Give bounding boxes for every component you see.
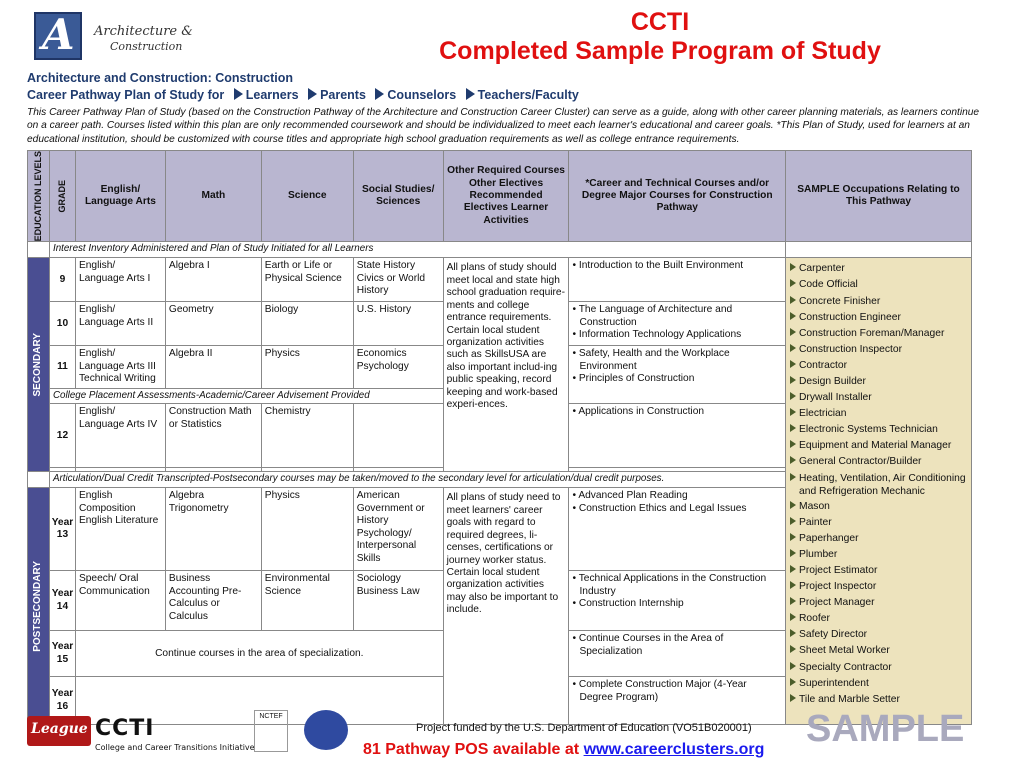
career-course: • Advanced Plan Reading xyxy=(572,490,688,502)
g11-science: Physics xyxy=(261,346,353,389)
occupation-item xyxy=(790,515,969,531)
career-course: • Applications in Construction xyxy=(572,406,705,418)
arrow-icon xyxy=(790,392,796,400)
g10-english: English/ Language Arts II xyxy=(75,302,165,346)
g9-english: English/ Language Arts I xyxy=(75,258,165,302)
secondary-other-activities: All plans of study should meet local and state high school graduation require-ments and college entrance requirements. Certain local student organization activities such as SkillsUSA are also important includ-ing public speaking, record keeping and work-based experi-ences. xyxy=(443,258,569,472)
arrow-icon xyxy=(790,694,796,702)
occupation-item xyxy=(790,326,969,342)
occupation-label: Design Builder xyxy=(799,376,866,387)
y13-science: Physics xyxy=(261,488,353,571)
occupation-label: Paperhanger xyxy=(799,532,859,544)
y14-career xyxy=(569,571,786,631)
g9-science: Earth or Life or Physical Science xyxy=(261,258,353,302)
audience-counselors: Counselors xyxy=(387,87,457,102)
ccti-caption: College and Career Transitions Initiative xyxy=(95,743,255,752)
occupation-item xyxy=(790,310,969,326)
g11-social: Economics Psychology xyxy=(353,346,443,389)
occupation-item xyxy=(790,531,969,547)
g9-social: State History Civics or World History xyxy=(353,258,443,302)
arrow-icon xyxy=(790,581,796,589)
occupations-list xyxy=(786,258,972,725)
blank-cell xyxy=(28,242,50,258)
occupation-item xyxy=(790,579,969,595)
y13-career xyxy=(569,488,786,571)
occupation-item xyxy=(790,406,969,422)
occupation-label: Construction Foreman/Manager xyxy=(799,327,945,339)
logo-letter: A xyxy=(42,10,75,59)
y14-social: Sociology Business Law xyxy=(353,571,443,631)
career-course: • Complete Construction Major (4-Year Degree Program) xyxy=(572,679,747,703)
occupation-label: Tile and Marble Setter xyxy=(799,693,900,705)
grade-11: 11 xyxy=(49,346,75,389)
g10-math: Geometry xyxy=(165,302,261,346)
occupation-label: Heating, Ventilation, Air Conditioning and Refrigeration Mechanic xyxy=(799,472,966,497)
occupation-label: Project Estimator xyxy=(799,564,878,576)
audience-parents: Parents xyxy=(320,87,366,102)
occupation-item xyxy=(790,438,969,454)
career-course: • Technical Applications in the Construction Industry xyxy=(572,573,767,597)
career-course: • Introduction to the Built Environment xyxy=(572,260,744,272)
arrow-icon xyxy=(790,662,796,670)
arrow-icon xyxy=(790,376,796,384)
y13-social: American Government or History Psychology/ Interpersonal Skills xyxy=(353,488,443,571)
occupation-item xyxy=(790,692,969,708)
occupation-item xyxy=(790,627,969,643)
header-occupations: SAMPLE Occupations Relating to This Pathway xyxy=(786,151,972,242)
subhead-prefix: Career Pathway Plan of Study for xyxy=(27,87,225,102)
year-15: Year 15 xyxy=(49,631,75,677)
year-13: Year 13 xyxy=(49,488,75,571)
g11-math: Algebra II xyxy=(165,346,261,389)
arrow-icon xyxy=(790,549,796,557)
occupation-item xyxy=(790,277,969,293)
header-english: English/ Language Arts xyxy=(75,151,165,242)
arrow-icon xyxy=(790,296,796,304)
arrow-icon xyxy=(790,312,796,320)
subheading xyxy=(27,70,579,104)
secondary-label: SECONDARY xyxy=(28,258,50,472)
arrow-icon xyxy=(790,440,796,448)
grade-9: 9 xyxy=(49,258,75,302)
subhead-line2 xyxy=(27,87,579,104)
arrow-icon xyxy=(790,473,796,481)
career-course: • Construction Ethics and Legal Issues xyxy=(572,502,747,514)
g9-career xyxy=(569,258,786,302)
occupation-label: Sheet Metal Worker xyxy=(799,645,890,657)
title-line1: CCTI xyxy=(630,8,690,36)
occupation-item xyxy=(790,342,969,358)
subhead-line1: Architecture and Construction: Construction xyxy=(27,71,293,85)
occupation-item xyxy=(790,454,969,470)
occupation-label: General Contractor/Builder xyxy=(799,456,922,468)
occupation-label: Plumber xyxy=(799,548,838,560)
header-other-courses: Other Required Courses Other Electives Recommended Electives Learner Activities xyxy=(443,151,569,242)
arrow-icon xyxy=(790,279,796,287)
arrow-icon xyxy=(790,501,796,509)
g12-social xyxy=(353,404,443,468)
y16-career xyxy=(569,677,786,725)
arrow-icon xyxy=(308,88,317,100)
g12-math: Construction Math or Statistics xyxy=(165,404,261,468)
plan-of-study-table xyxy=(27,150,972,725)
y14-science: Environmental Science xyxy=(261,571,353,631)
arrow-icon xyxy=(790,408,796,416)
header-career-courses: *Career and Technical Courses and/or Degree Major Courses for Construction Pathway xyxy=(569,151,786,242)
arrow-icon xyxy=(790,613,796,621)
header-math: Math xyxy=(165,151,261,242)
nctef-logo: NCTEF xyxy=(254,710,288,752)
occupation-item xyxy=(790,390,969,406)
occupation-label: Concrete Finisher xyxy=(799,295,881,307)
careerclusters-link[interactable]: www.careerclusters.org xyxy=(583,741,765,758)
y14-english: Speech/ Oral Communication xyxy=(75,571,165,631)
career-course: • Continue Courses in the Area of Specialization xyxy=(572,633,724,657)
occupation-item xyxy=(790,611,969,627)
continue-specialization: Continue courses in the area of specialization. xyxy=(75,631,443,677)
header-education-levels: EDUCATION LEVELS xyxy=(28,151,50,242)
g10-science: Biology xyxy=(261,302,353,346)
occupation-label: Project Manager xyxy=(799,597,875,609)
g9-math: Algebra I xyxy=(165,258,261,302)
year-14: Year 14 xyxy=(49,571,75,631)
occupation-label: Superintendent xyxy=(799,677,869,689)
g12-english: English/ Language Arts IV xyxy=(75,404,165,468)
grade-12: 12 xyxy=(49,404,75,468)
occupation-label: Code Official xyxy=(799,279,858,291)
career-course: • Construction Internship xyxy=(572,598,684,610)
arrow-icon xyxy=(790,629,796,637)
occupation-label: Roofer xyxy=(799,613,830,625)
occupation-label: Safety Director xyxy=(799,629,868,641)
occupation-item xyxy=(790,595,969,611)
logo-line2: Construction xyxy=(110,40,183,53)
bar-college-placement: College Placement Assessments-Academic/Career Advisement Provided xyxy=(49,389,443,404)
occupation-label: Construction Inspector xyxy=(799,343,903,355)
funding-note: Project funded by the U.S. Department of Education (VO51B020001) xyxy=(416,722,752,734)
occupation-item xyxy=(790,294,969,310)
occupation-label: Painter xyxy=(799,516,832,528)
blank-cell xyxy=(786,242,972,258)
pathway-prefix: 81 Pathway POS available at xyxy=(363,741,584,758)
career-course: • The Language of Architecture and Construction xyxy=(572,304,733,328)
occupation-item xyxy=(790,358,969,374)
arrow-icon xyxy=(790,424,796,432)
year-16: Year 16 xyxy=(49,677,75,725)
g11-english: English/ Language Arts III Technical Writing xyxy=(75,346,165,389)
occupation-item xyxy=(790,422,969,438)
y14-math: Business Accounting Pre-Calculus or Calculus xyxy=(165,571,261,631)
title-line2: Completed Sample Program of Study xyxy=(439,36,881,65)
audience-learners: Learners xyxy=(245,87,299,102)
career-course: • Information Technology Applications xyxy=(572,329,742,341)
occupation-item xyxy=(790,643,969,659)
arrow-icon xyxy=(790,328,796,336)
states-seal-logo xyxy=(304,710,348,750)
occupation-item xyxy=(790,547,969,563)
occupation-label: Electrician xyxy=(799,408,847,420)
occupation-item xyxy=(790,660,969,676)
grade-10: 10 xyxy=(49,302,75,346)
occupation-label: Drywall Installer xyxy=(799,392,872,404)
g12-career xyxy=(569,404,786,468)
g10-career xyxy=(569,302,786,346)
arrow-icon xyxy=(790,533,796,541)
occupation-item xyxy=(790,676,969,692)
g11-career xyxy=(569,346,786,404)
arrow-icon xyxy=(790,597,796,605)
postsecondary-label: POSTSECONDARY xyxy=(28,488,50,725)
arrow-icon xyxy=(790,678,796,686)
arrow-icon xyxy=(466,88,475,100)
occupation-label: Mason xyxy=(799,500,830,512)
blank-cell xyxy=(28,472,50,488)
occupation-label: Contractor xyxy=(799,359,848,371)
occupation-label: Construction Engineer xyxy=(799,311,901,323)
y13-math: Algebra Trigonometry xyxy=(165,488,261,571)
occupation-label: Equipment and Material Manager xyxy=(799,440,952,452)
intro-paragraph: This Career Pathway Plan of Study (based on the Construction Pathway of the Architecture and Construction Career Cluster) can serve as a guide, along with other career planning materials, as learners continue on a career path. Courses listed within this plan are only recommended coursework and should be individualized to meet each learner's educational and career goals. *This Plan of Study, used for learners at an educational institution, should be customized with course titles and appropriate high school graduation requirements as well as college entrance requirements. xyxy=(27,107,980,145)
audience-teachers: Teachers/Faculty xyxy=(477,87,579,102)
occupation-item xyxy=(790,563,969,579)
page-title xyxy=(330,8,990,66)
league-logo: League xyxy=(27,716,91,746)
occupation-label: Carpenter xyxy=(799,263,845,275)
arrow-icon xyxy=(790,645,796,653)
postsecondary-other-activities: All plans of study need to meet learners' career goals with regard to required degrees, li-censes, certifications or journey worker status. Certain local student organization activities may also be important to include. xyxy=(443,488,569,725)
pathway-note xyxy=(363,741,764,759)
arrow-icon xyxy=(790,517,796,525)
arrow-icon xyxy=(790,456,796,464)
arrow-icon xyxy=(790,565,796,573)
y13-english: English Composition English Literature xyxy=(75,488,165,571)
bar-interest-inventory: Interest Inventory Administered and Plan of Study Initiated for all Learners xyxy=(49,242,785,258)
arrow-icon xyxy=(790,263,796,271)
header-science: Science xyxy=(261,151,353,242)
arrow-icon xyxy=(790,344,796,352)
ccti-logo-text: CCTI xyxy=(95,716,155,741)
g12-science: Chemistry xyxy=(261,404,353,468)
arrow-icon xyxy=(790,360,796,368)
occupation-label: Project Inspector xyxy=(799,581,877,593)
occupation-label: Electronic Systems Technician xyxy=(799,424,938,436)
g10-social: U.S. History xyxy=(353,302,443,346)
header-grade: GRADE xyxy=(49,151,75,242)
occupation-item xyxy=(790,374,969,390)
ccti-logo xyxy=(95,716,255,752)
occupation-item xyxy=(790,261,969,277)
arrow-icon xyxy=(375,88,384,100)
sample-stamp: SAMPLE xyxy=(806,708,965,750)
occupation-item xyxy=(790,472,969,498)
career-course: • Principles of Construction xyxy=(572,373,695,385)
occupation-item xyxy=(790,499,969,515)
logo-line1: Architecture & xyxy=(94,24,193,39)
header-social-studies: Social Studies/ Sciences xyxy=(353,151,443,242)
bar-articulation: Articulation/Dual Credit Transcripted-Postsecondary courses may be taken/moved to the secondary level for articulation/dual credit purposes. xyxy=(49,472,785,488)
architecture-construction-logo xyxy=(28,4,198,64)
arrow-icon xyxy=(234,88,243,100)
career-course: • Safety, Health and the Workplace Environment xyxy=(572,348,730,372)
occupation-label: Specialty Contractor xyxy=(799,661,892,673)
y15-career xyxy=(569,631,786,677)
